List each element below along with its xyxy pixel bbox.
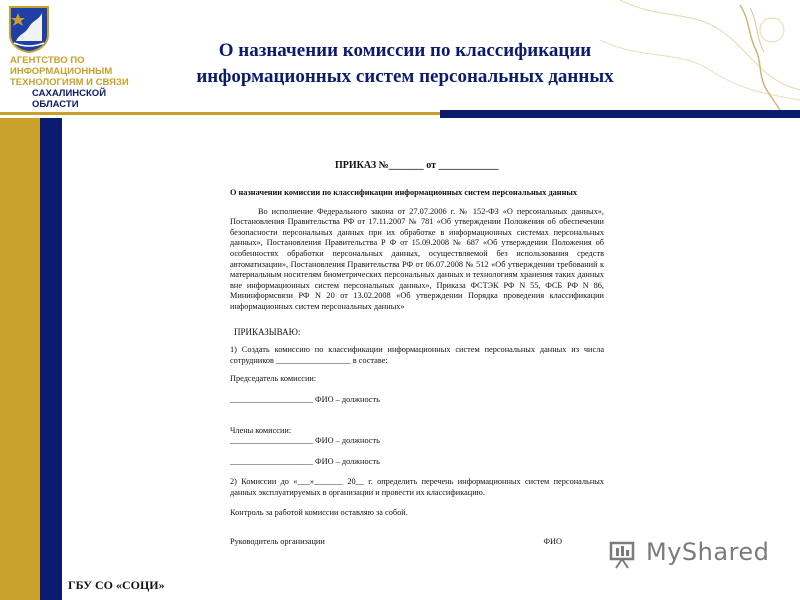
agency-line: ТЕХНОЛОГИЯМ И СВЯЗИ <box>10 77 129 88</box>
footer-organization: ГБУ СО «СОЦИ» <box>68 578 165 592</box>
document-body <box>230 188 604 548</box>
agency-name <box>10 55 129 110</box>
chair-label: Председатель комиссии: <box>230 374 317 384</box>
member-line: ____________________ ФИО – должность <box>230 456 380 466</box>
control-statement: Контроль за работой комиссии оставляю за собой. <box>230 508 408 518</box>
side-stripe-gold <box>0 118 40 600</box>
slide-title <box>150 38 660 90</box>
presentation-board-icon <box>608 540 640 570</box>
document-preamble: Во исполнение Федерального закона от 27.07.2006 г. № 152-ФЗ «О персональных данных», Постановления Правительства РФ от 17.11.2007 № 781 «Об утверждении Положения об обеспечении безопасности персональных данных при их обработке в информационных системах персональных данных», Постановления Правительства Р Ф от 15.09.2008 № 687 «Об утверждении Положения об особенностях обработки персональных данных, осуществляемой без использования средств автоматизации», Постановления Правительства РФ от 06.07.2008 № 512 «Об утверждении требований к материальным носителям биометрических персональных данных и технологиям хранения таких данных вне информационных систем персональных данных», Приказа ФСТЭК РФ N 55, ФСБ РФ N 86, Мининформсвязи РФ N 20 от 13.02.2008 «Об утверждении Порядка проведения классификации информационных систем персональных данных» <box>230 206 604 311</box>
header-divider <box>0 112 440 115</box>
watermark-text: MyShared <box>646 538 770 566</box>
slide-title-line: О назначении комиссии по классификации <box>218 40 592 61</box>
agency-line: ИНФОРМАЦИОННЫМ <box>10 66 113 77</box>
order-number-line: ПРИКАЗ №_______ от ____________ <box>335 160 499 171</box>
slide-title-line: информационных систем персональных данных <box>196 66 614 87</box>
member-line: ____________________ ФИО – должность <box>230 436 380 446</box>
signature-row <box>230 537 604 548</box>
agency-line: АГЕНТСТВО ПО <box>10 55 85 66</box>
sakhalin-coat-of-arms-icon <box>8 5 50 53</box>
document-heading: О назначении комиссии по классификации информационных систем персональных данных <box>230 188 577 197</box>
header-bar <box>440 110 800 118</box>
order-item-1: 1) Создать комиссию по классификации информационных систем персональных данных из числа сотрудников __________________ в составе: <box>230 345 604 365</box>
signature-name: ФИО <box>543 537 562 547</box>
slide-header <box>0 0 800 118</box>
order-word: ПРИКАЗЫВАЮ: <box>234 326 301 337</box>
signature-position: Руководитель организации <box>230 537 325 547</box>
side-stripe-navy <box>40 118 62 600</box>
chair-line: ____________________ ФИО – должность <box>230 394 380 404</box>
members-label: Члены комиссии: <box>230 425 292 435</box>
agency-line: ОБЛАСТИ <box>32 99 79 110</box>
agency-line: САХАЛИНСКОЙ <box>32 88 107 99</box>
order-item-2: 2) Комиссии до «___»_______ 20__ г. определить перечень информационных систем персональных данных эксплуатируемых в организации и провести их классификацию. <box>230 477 604 497</box>
